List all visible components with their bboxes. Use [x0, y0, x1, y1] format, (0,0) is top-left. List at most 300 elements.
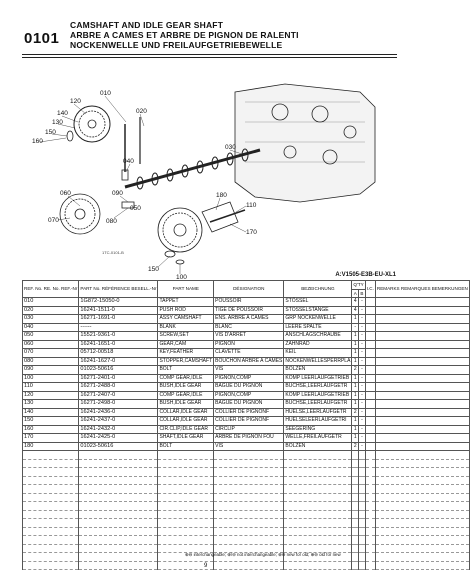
empty-cell	[79, 536, 158, 545]
designation-cell: BAGUE DU PIGNON	[214, 400, 284, 409]
empty-row	[23, 519, 470, 528]
remarks-cell	[375, 298, 469, 307]
callout-160: 160	[32, 138, 43, 145]
empty-cell	[23, 561, 79, 570]
qty-a-cell: 1	[353, 391, 357, 398]
empty-cell	[158, 468, 214, 477]
empty-cell	[79, 502, 158, 511]
callout-070: 070	[48, 217, 59, 224]
empty-cell	[158, 536, 214, 545]
table-row	[23, 340, 470, 349]
callout-130: 130	[52, 119, 63, 126]
callout-090: 090	[112, 190, 123, 197]
header-remarks: REMARKS REMARQUES BEMERKUNGEN	[375, 281, 469, 298]
qty-b-cell: -	[359, 442, 366, 451]
table-row	[23, 315, 470, 324]
title-english: CAMSHAFT AND IDLE GEAR SHAFT	[70, 20, 224, 30]
part-name-cell: BUSH,IDLE GEAR	[158, 400, 214, 409]
remarks-cell	[375, 366, 469, 375]
part-number-cell: 1G872-15050-0	[79, 298, 158, 307]
empty-row	[23, 561, 470, 570]
qty-b-cell: -	[359, 374, 366, 383]
empty-cell	[23, 536, 79, 545]
part-name-cell: BUSH,IDLE GEAR	[158, 383, 214, 392]
empty-cell	[352, 485, 359, 494]
designation-cell: VIS	[214, 442, 284, 451]
empty-cell	[352, 493, 359, 502]
section-number: 0101	[24, 30, 60, 47]
callout-120: 120	[70, 98, 81, 105]
ref-cell: 090	[23, 366, 79, 375]
table-row	[23, 357, 470, 366]
table-row	[23, 366, 470, 375]
empty-cell	[284, 536, 352, 545]
qty-a-cell: 4	[353, 306, 357, 313]
empty-cell	[375, 451, 469, 460]
empty-cell	[352, 536, 359, 545]
table-row	[23, 306, 470, 315]
empty-cell	[158, 485, 214, 494]
bezeichnung-cell: BUCHSE,LEERLAUFGETR	[284, 383, 352, 392]
part-number-cell: ------	[79, 323, 158, 332]
ic-cell	[365, 298, 375, 307]
designation-cell: ARBRE DE PIGNON FOU	[214, 434, 284, 443]
empty-cell	[365, 510, 375, 519]
part-name-cell: ASSY CAMSHAFT	[158, 315, 214, 324]
qty-b-cell: -	[359, 315, 366, 324]
empty-cell	[158, 510, 214, 519]
empty-cell	[23, 451, 79, 460]
empty-row	[23, 527, 470, 536]
qty-a-cell: 2	[353, 442, 357, 449]
qty-b-cell: -	[359, 323, 366, 332]
ic-cell	[365, 357, 375, 366]
empty-cell	[352, 553, 359, 562]
part-number-cell: 16241-2425-0	[79, 434, 158, 443]
table-row	[23, 408, 470, 417]
designation-cell: PIGNON,COMP	[214, 374, 284, 383]
ref-cell: 040	[23, 323, 79, 332]
empty-cell	[375, 561, 469, 570]
empty-cell	[79, 468, 158, 477]
part-name-cell: TAPPET	[158, 298, 214, 307]
empty-row	[23, 468, 470, 477]
page-number: 9	[204, 563, 208, 569]
empty-cell	[158, 451, 214, 460]
empty-cell	[79, 476, 158, 485]
ref-cell: 130	[23, 400, 79, 409]
empty-cell	[352, 451, 359, 460]
part-number-cell: 05712-00518	[79, 349, 158, 358]
empty-cell	[375, 502, 469, 511]
empty-cell	[23, 485, 79, 494]
ref-cell: 030	[23, 315, 79, 324]
empty-cell	[365, 468, 375, 477]
part-number-cell: 16271-2498-0	[79, 400, 158, 409]
bezeichnung-cell: ANSCHLAGSCHRAUBE	[284, 332, 352, 341]
ic-cell	[365, 366, 375, 375]
empty-cell	[365, 561, 375, 570]
designation-cell: ENS. ARBRE A CAMES	[214, 315, 284, 324]
qty-b-cell: -	[359, 298, 366, 307]
remarks-cell	[375, 357, 469, 366]
ic-cell	[365, 408, 375, 417]
empty-cell	[375, 459, 469, 468]
ref-cell: 170	[23, 434, 79, 443]
bezeichnung-cell: BOLZEN	[284, 366, 352, 375]
part-number-cell: 16271-2401-0	[79, 374, 158, 383]
bezeichnung-cell: WELLE,FREILAUFGETR	[284, 434, 352, 443]
empty-cell	[79, 519, 158, 528]
ic-cell	[365, 374, 375, 383]
designation-cell: PIGNON	[214, 340, 284, 349]
qty-b-cell: -	[359, 417, 366, 426]
bezeichnung-cell: GRP NOCKENWELLE	[284, 315, 352, 324]
empty-cell	[214, 485, 284, 494]
remarks-cell	[375, 349, 469, 358]
qty-b-cell: -	[359, 340, 366, 349]
empty-cell	[214, 451, 284, 460]
empty-cell	[79, 544, 158, 553]
part-name-cell: GEAR,CAM	[158, 340, 214, 349]
empty-cell	[284, 451, 352, 460]
title-french: ARBRE A CAMES ET ARBRE DE PIGNON DE RALENTI	[70, 30, 299, 40]
empty-cell	[214, 510, 284, 519]
empty-cell	[359, 451, 366, 460]
part-name-cell: BOLT	[158, 442, 214, 451]
model-code: A:V1505-E3B-EU-XL1	[335, 272, 396, 278]
designation-cell: VIS	[214, 366, 284, 375]
ic-cell	[365, 391, 375, 400]
qty-b-cell: -	[359, 408, 366, 417]
qty-a-cell: 1	[353, 332, 357, 339]
empty-cell	[79, 493, 158, 502]
bezeichnung-cell: HUELSELEERLAUFGETRI	[284, 417, 352, 426]
ref-cell: 150	[23, 417, 79, 426]
empty-cell	[375, 536, 469, 545]
table-row	[23, 434, 470, 443]
qty-a-cell: 2	[353, 366, 357, 373]
part-number-cell: 16241-2432-0	[79, 425, 158, 434]
empty-cell	[23, 519, 79, 528]
empty-cell	[375, 510, 469, 519]
empty-cell	[158, 519, 214, 528]
callout-180: 180	[216, 192, 227, 199]
empty-cell	[375, 553, 469, 562]
empty-cell	[158, 459, 214, 468]
empty-cell	[214, 476, 284, 485]
ic-cell	[365, 349, 375, 358]
part-number-cell: 16241-1627-0	[79, 357, 158, 366]
callout-040: 040	[123, 158, 134, 165]
qty-b-cell: -	[359, 434, 366, 443]
header-ref: REF. No. RE. No. REF.-Nr	[23, 281, 79, 298]
table-row	[23, 425, 470, 434]
qty-a-cell: 4	[353, 298, 357, 305]
empty-row	[23, 476, 470, 485]
ref-cell: 140	[23, 408, 79, 417]
empty-cell	[375, 519, 469, 528]
interchangeability-legend: ⊕⊖ interchangeable; ⊕/⊖ not interchangeable; ⊕⊖ new for old; ⊕⊖ old for new	[185, 552, 341, 557]
empty-cell	[23, 553, 79, 562]
empty-row	[23, 536, 470, 545]
qty-b-cell: -	[359, 383, 366, 392]
empty-cell	[365, 485, 375, 494]
ref-cell: 010	[23, 298, 79, 307]
part-name-cell: COLLAR,IDLE GEAR	[158, 417, 214, 426]
empty-cell	[375, 468, 469, 477]
bezeichnung-cell: SEEGERING	[284, 425, 352, 434]
designation-cell: TIGE DE POUSSOIR	[214, 306, 284, 315]
qty-b-cell: -	[359, 349, 366, 358]
header-part-no: PART No. RÉFÉRENCE BESELL.-Nr	[79, 281, 158, 298]
empty-row	[23, 459, 470, 468]
empty-cell	[284, 459, 352, 468]
empty-cell	[214, 519, 284, 528]
empty-cell	[359, 502, 366, 511]
table-row	[23, 391, 470, 400]
header-col-a: A	[353, 290, 357, 296]
empty-cell	[359, 459, 366, 468]
remarks-cell	[375, 400, 469, 409]
empty-cell	[214, 561, 284, 570]
part-name-cell: SCREW,SET	[158, 332, 214, 341]
empty-cell	[375, 544, 469, 553]
table-row	[23, 332, 470, 341]
qty-a-cell: -	[352, 323, 359, 332]
ic-cell	[365, 332, 375, 341]
callout-150: 150	[45, 129, 56, 136]
callout-030: 030	[225, 144, 236, 151]
callout-010: 010	[100, 90, 111, 97]
bezeichnung-cell: KOMP LEERLAUFGETRIEB	[284, 374, 352, 383]
qty-b-cell: -	[359, 306, 366, 315]
callout-020: 020	[136, 108, 147, 115]
bezeichnung-cell: NOCKENWELLESPERRPLA	[285, 357, 351, 364]
part-number-cell: 16271-2488-0	[79, 383, 158, 392]
callout-110: 110	[246, 202, 257, 209]
part-number-cell: 01023-50616	[79, 442, 158, 451]
qty-b-cell: -	[359, 332, 366, 341]
empty-cell	[23, 459, 79, 468]
empty-cell	[79, 485, 158, 494]
part-name-cell: COMP GEAR,IDLE	[158, 391, 214, 400]
empty-cell	[284, 527, 352, 536]
empty-cell	[352, 510, 359, 519]
designation-cell: VIS D'ARRET	[214, 332, 284, 341]
empty-row	[23, 502, 470, 511]
bezeichnung-cell: BUCHSE,LEERLAUFGETR	[284, 400, 352, 409]
empty-cell	[23, 510, 79, 519]
remarks-cell	[375, 383, 469, 392]
empty-cell	[352, 544, 359, 553]
empty-cell	[352, 502, 359, 511]
qty-a-cell: 1	[353, 400, 357, 407]
callout-050: 050	[130, 205, 141, 212]
empty-cell	[365, 553, 375, 562]
empty-cell	[158, 493, 214, 502]
qty-a-cell: 2	[353, 408, 357, 415]
empty-cell	[79, 527, 158, 536]
empty-cell	[23, 476, 79, 485]
part-name-cell: BLANK	[158, 323, 214, 332]
ref-cell: 050	[23, 332, 79, 341]
empty-cell	[79, 561, 158, 570]
designation-cell: BAGUE DU PIGNON	[214, 383, 284, 392]
empty-cell	[352, 476, 359, 485]
empty-cell	[365, 519, 375, 528]
part-name-cell: KEY,FEATHER	[158, 349, 214, 358]
empty-cell	[284, 502, 352, 511]
empty-row	[23, 485, 470, 494]
header-ic: I.C.	[365, 281, 375, 298]
ic-cell	[365, 400, 375, 409]
header-part-name: PART NAME	[158, 281, 214, 298]
title-german: NOCKENWELLE UND FREILAUFGETRIEBEWELLE	[70, 40, 283, 50]
empty-cell	[214, 536, 284, 545]
designation-cell: CLAVETTE	[214, 349, 284, 358]
remarks-cell	[375, 340, 469, 349]
ic-cell	[365, 434, 375, 443]
bezeichnung-cell: STOSSELSTANGE	[284, 306, 352, 315]
empty-cell	[365, 544, 375, 553]
empty-cell	[214, 459, 284, 468]
empty-cell	[365, 527, 375, 536]
part-number-cell: 16241-1651-0	[79, 340, 158, 349]
callout-150-lower: 150	[148, 266, 159, 273]
remarks-cell	[375, 332, 469, 341]
empty-cell	[359, 510, 366, 519]
table-row	[23, 374, 470, 383]
ic-cell	[365, 425, 375, 434]
qty-a-cell: 1	[353, 425, 357, 432]
part-name-cell: CIR.CLIP,IDLE GEAR	[158, 425, 214, 434]
empty-cell	[214, 468, 284, 477]
ic-cell	[365, 417, 375, 426]
remarks-cell	[375, 442, 469, 451]
ref-cell: 180	[23, 442, 79, 451]
qty-a-cell: 1	[353, 340, 357, 347]
remarks-cell	[375, 434, 469, 443]
remarks-cell	[375, 374, 469, 383]
empty-cell	[359, 553, 366, 562]
table-row	[23, 298, 470, 307]
empty-cell	[23, 468, 79, 477]
empty-cell	[359, 485, 366, 494]
empty-cell	[284, 485, 352, 494]
bezeichnung-cell: STÖSSEL	[284, 298, 352, 307]
part-number-cell: 16241-1511-0	[79, 306, 158, 315]
bezeichnung-cell: KOMP LEERLAUFGETRIEB	[284, 391, 352, 400]
designation-cell: POUSSOIR	[214, 298, 284, 307]
ic-cell	[365, 315, 375, 324]
part-number-cell: 16271-1691-0	[79, 315, 158, 324]
designation-cell: CIRCLIP	[214, 425, 284, 434]
remarks-cell	[375, 417, 469, 426]
page-header	[0, 0, 416, 60]
part-name-cell: COMP GEAR,IDLE	[158, 374, 214, 383]
table-row	[23, 442, 470, 451]
bezeichnung-cell: BOLZEN	[284, 442, 352, 451]
part-name-cell: BOLT	[158, 366, 214, 375]
empty-cell	[359, 527, 366, 536]
qty-a-cell: 1	[353, 357, 357, 364]
empty-cell	[79, 459, 158, 468]
diagram-drawing	[30, 62, 390, 284]
ref-cell: 070	[23, 349, 79, 358]
empty-cell	[359, 544, 366, 553]
empty-cell	[352, 519, 359, 528]
bezeichnung-cell: HUELSE,LEERLAUFGETR	[284, 408, 352, 417]
empty-cell	[284, 493, 352, 502]
empty-cell	[284, 561, 352, 570]
empty-cell	[375, 493, 469, 502]
empty-cell	[214, 527, 284, 536]
table-row	[23, 349, 470, 358]
empty-cell	[365, 536, 375, 545]
remarks-cell	[375, 425, 469, 434]
ref-cell: 160	[23, 425, 79, 434]
ref-cell: 060	[23, 340, 79, 349]
ref-cell: 110	[23, 383, 79, 392]
callout-100: 100	[176, 274, 187, 281]
empty-cell	[352, 527, 359, 536]
qty-a-cell: 1	[353, 349, 357, 356]
callout-060: 060	[60, 190, 71, 197]
empty-cell	[158, 476, 214, 485]
designation-cell: BLANC	[214, 323, 284, 332]
remarks-cell	[375, 323, 469, 332]
designation-cell: COLLIER DE PIGNONF	[214, 408, 284, 417]
empty-cell	[359, 519, 366, 528]
ic-cell	[365, 383, 375, 392]
qty-b-cell: -	[359, 400, 366, 409]
remarks-cell	[375, 408, 469, 417]
table-row	[23, 323, 470, 332]
ref-cell: 120	[23, 391, 79, 400]
empty-cell	[375, 476, 469, 485]
part-name-cell: STOPPER,CAMSHAFT	[159, 357, 213, 364]
exploded-diagram	[30, 62, 390, 284]
empty-cell	[365, 476, 375, 485]
empty-cell	[352, 459, 359, 468]
empty-cell	[214, 502, 284, 511]
qty-a-cell: 1	[353, 434, 357, 441]
empty-cell	[365, 502, 375, 511]
empty-cell	[284, 510, 352, 519]
table-row	[23, 383, 470, 392]
bezeichnung-cell: KEIL	[284, 349, 352, 358]
header-bezeichnung: BEZEICHNUNG	[284, 281, 352, 298]
header-qty: Q'TY	[353, 282, 364, 288]
empty-cell	[158, 502, 214, 511]
parts-table	[22, 280, 470, 570]
empty-cell	[79, 451, 158, 460]
empty-row	[23, 510, 470, 519]
empty-cell	[359, 493, 366, 502]
empty-cell	[23, 502, 79, 511]
empty-cell	[23, 544, 79, 553]
callout-080: 080	[106, 218, 117, 225]
part-number-cell: 16241-2436-0	[79, 408, 158, 417]
table-row	[23, 400, 470, 409]
empty-cell	[359, 476, 366, 485]
remarks-cell	[375, 306, 469, 315]
empty-cell	[79, 510, 158, 519]
header-designation: DÉSIGNATION	[214, 281, 284, 298]
qty-b-cell: -	[359, 366, 366, 375]
empty-cell	[214, 493, 284, 502]
